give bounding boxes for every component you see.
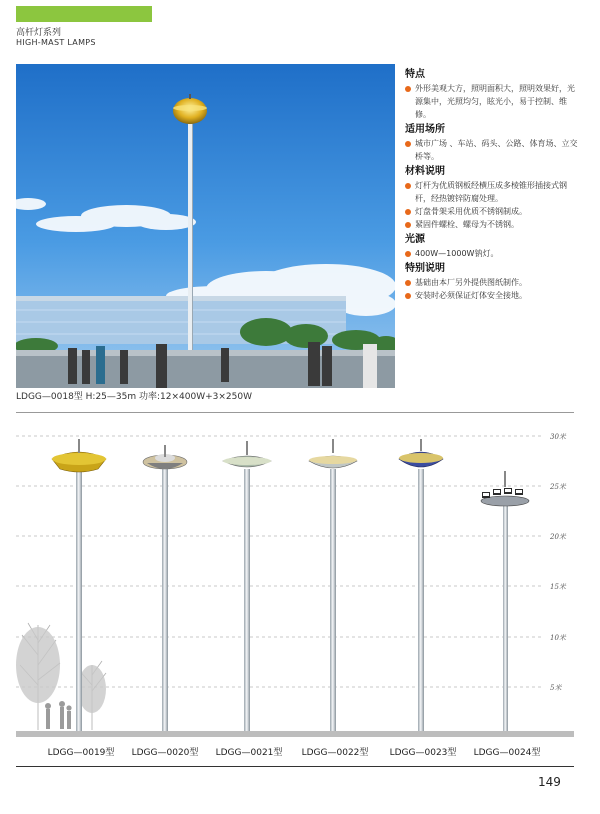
spec-section (405, 262, 581, 302)
series-title-cn: 高杆灯系列 (16, 28, 62, 38)
lamp-lineup-svg (16, 425, 574, 743)
lamp-height-comparison (16, 425, 574, 743)
spec-item: 紧固件螺栓、螺母为不锈钢。 (405, 218, 581, 231)
spec-item: 城市广场 、车站、码头、公路、体育场、立交桥等。 (405, 137, 581, 163)
scale-label: 10米 (550, 634, 566, 642)
spec-heading: 光源 (405, 234, 425, 245)
lamp-ldgg-0020 (143, 445, 187, 731)
model-label: LDGG—0022型 (301, 748, 369, 758)
spec-item: 灯盘骨架采用优质不锈钢制成。 (405, 205, 581, 218)
spec-list (405, 66, 581, 302)
spec-item: 外形美观大方，照明面积大，照明效果好，光源集中，光照均匀，眩光小，易于控制、维修。 (405, 82, 581, 121)
scale-label: 30米 (550, 433, 566, 441)
people-silhouettes (45, 701, 72, 729)
spec-heading: 材料说明 (405, 166, 445, 177)
bullet-icon (405, 280, 411, 286)
bullet-icon (405, 251, 411, 257)
spec-section (405, 68, 581, 121)
footer-rule (16, 766, 574, 767)
bullet-icon (405, 86, 411, 92)
model-label: LDGG—0019型 (47, 748, 115, 758)
model-label: LDGG—0020型 (131, 748, 199, 758)
spec-heading: 适用场所 (405, 124, 445, 135)
bullet-icon (405, 293, 411, 299)
spec-item: 灯杆为优质钢板经横压成多棱锥形插接式钢杆，经热镀锌防腐处理。 (405, 179, 581, 205)
spec-section (405, 165, 581, 231)
scale-label: 20米 (550, 533, 566, 541)
scale-label: 15米 (550, 583, 566, 591)
spec-section (405, 123, 581, 163)
header-accent-bar (16, 6, 152, 22)
spec-item: 400W—1000W钠灯。 (405, 247, 581, 260)
section-divider (16, 412, 574, 413)
page-number: 149 (538, 775, 561, 789)
spec-heading: 特别说明 (405, 263, 445, 274)
product-photo (16, 64, 395, 388)
ground-strip (16, 731, 574, 737)
bullet-icon (405, 183, 411, 189)
photo-caption: LDGG—0018型 H:25—35m 功率:12×400W+3×250W (16, 392, 252, 402)
lamp-ldgg-0024 (481, 471, 529, 731)
bullet-icon (405, 222, 411, 228)
model-label: LDGG—0023型 (389, 748, 457, 758)
scale-label: 25米 (550, 483, 566, 491)
series-title-en: HIGH-MAST LAMPS (16, 38, 96, 47)
bullet-icon (405, 141, 411, 147)
spec-item: 基础由本厂另外提供图纸制作。 (405, 276, 581, 289)
spec-section (405, 233, 581, 260)
model-label: LDGG—0024型 (473, 748, 541, 758)
spec-item: 安装时必须保证灯体安全接地。 (405, 289, 581, 302)
bullet-icon (405, 209, 411, 215)
scale-label: 5米 (550, 684, 562, 692)
spec-heading: 特点 (405, 69, 425, 80)
model-label: LDGG—0021型 (215, 748, 283, 758)
